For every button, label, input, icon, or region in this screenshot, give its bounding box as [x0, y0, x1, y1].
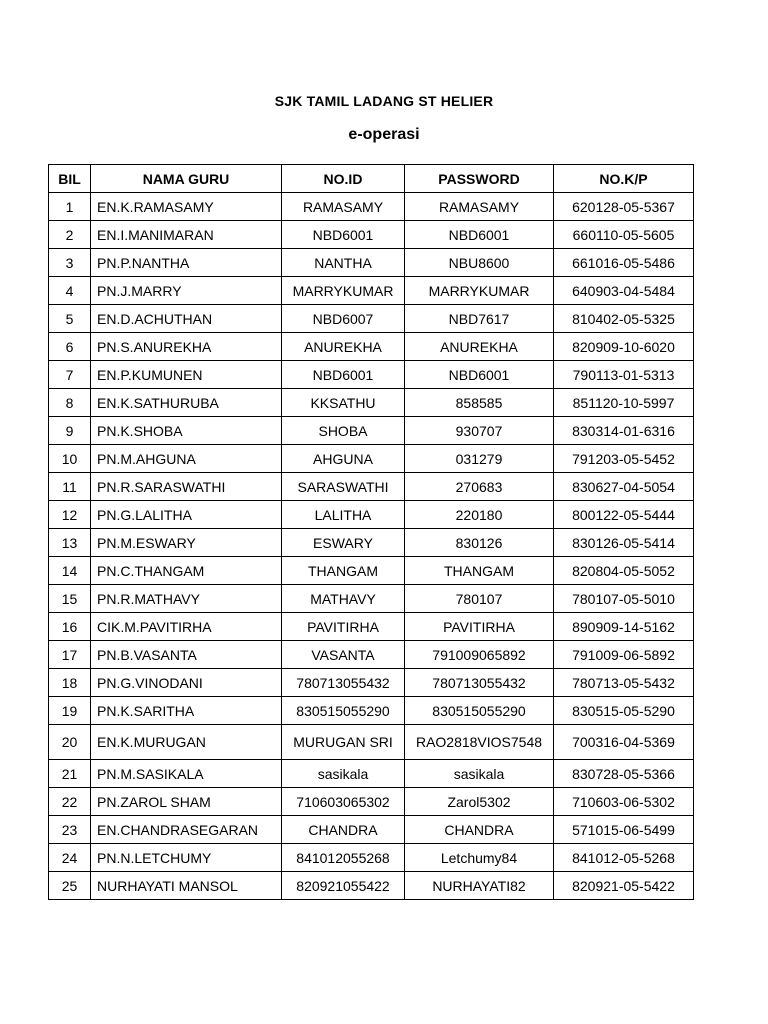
name-cell: PN.ZAROL SHAM	[91, 788, 282, 816]
kp-cell: 620128-05-5367	[554, 193, 694, 221]
bil-cell: 16	[49, 613, 91, 641]
table-body	[49, 193, 694, 900]
name-cell: EN.K.MURUGAN	[91, 725, 282, 760]
password-cell: 031279	[405, 445, 554, 473]
id-cell: THANGAM	[282, 557, 405, 585]
password-cell: PAVITIRHA	[405, 613, 554, 641]
kp-cell: 700316-04-5369	[554, 725, 694, 760]
password-cell: MARRYKUMAR	[405, 277, 554, 305]
name-cell: PN.K.SARITHA	[91, 697, 282, 725]
name-cell: PN.M.ESWARY	[91, 529, 282, 557]
bil-cell: 17	[49, 641, 91, 669]
name-cell: EN.K.SATHURUBA	[91, 389, 282, 417]
password-cell: RAO2818VIOS7548	[405, 725, 554, 760]
id-cell: CHANDRA	[282, 816, 405, 844]
kp-cell: 780713-05-5432	[554, 669, 694, 697]
password-cell: 791009065892	[405, 641, 554, 669]
name-cell: PN.C.THANGAM	[91, 557, 282, 585]
id-cell: 820921055422	[282, 872, 405, 900]
kp-cell: 800122-05-5444	[554, 501, 694, 529]
id-cell: ANUREKHA	[282, 333, 405, 361]
kp-cell: 791203-05-5452	[554, 445, 694, 473]
bil-cell: 10	[49, 445, 91, 473]
table-header-row	[49, 165, 694, 193]
bil-cell: 18	[49, 669, 91, 697]
password-cell: THANGAM	[405, 557, 554, 585]
name-cell: PN.S.ANUREKHA	[91, 333, 282, 361]
name-cell: CIK.M.PAVITIRHA	[91, 613, 282, 641]
kp-cell: 830728-05-5366	[554, 760, 694, 788]
table-row	[49, 193, 694, 221]
name-cell: PN.R.SARASWATHI	[91, 473, 282, 501]
kp-cell: 890909-14-5162	[554, 613, 694, 641]
table-row	[49, 872, 694, 900]
table-row	[49, 305, 694, 333]
document-subtitle: e-operasi	[348, 126, 420, 143]
name-cell: EN.K.RAMASAMY	[91, 193, 282, 221]
id-cell: VASANTA	[282, 641, 405, 669]
name-cell: EN.I.MANIMARAN	[91, 221, 282, 249]
id-cell: MARRYKUMAR	[282, 277, 405, 305]
kp-cell: 710603-06-5302	[554, 788, 694, 816]
password-cell: CHANDRA	[405, 816, 554, 844]
bil-cell: 23	[49, 816, 91, 844]
bil-cell: 3	[49, 249, 91, 277]
staff-credentials-table	[48, 164, 694, 900]
kp-cell: 571015-06-5499	[554, 816, 694, 844]
password-cell: ANUREKHA	[405, 333, 554, 361]
password-cell: sasikala	[405, 760, 554, 788]
school-title: SJK TAMIL LADANG ST HELIER	[274, 93, 494, 109]
password-cell: NBD6001	[405, 221, 554, 249]
table-row	[49, 473, 694, 501]
password-cell: NURHAYATI82	[405, 872, 554, 900]
table-row	[49, 760, 694, 788]
table-row	[49, 844, 694, 872]
table-row	[49, 417, 694, 445]
id-cell: 780713055432	[282, 669, 405, 697]
id-cell: KKSATHU	[282, 389, 405, 417]
password-cell: 780713055432	[405, 669, 554, 697]
name-cell: NURHAYATI MANSOL	[91, 872, 282, 900]
table-row	[49, 725, 694, 760]
table-row	[49, 501, 694, 529]
table-row	[49, 221, 694, 249]
kp-cell: 640903-04-5484	[554, 277, 694, 305]
bil-cell: 22	[49, 788, 91, 816]
bil-cell: 20	[49, 725, 91, 760]
password-cell: 930707	[405, 417, 554, 445]
kp-cell: 660110-05-5605	[554, 221, 694, 249]
kp-cell: 851120-10-5997	[554, 389, 694, 417]
id-cell: 830515055290	[282, 697, 405, 725]
table-row	[49, 613, 694, 641]
kp-cell: 820804-05-5052	[554, 557, 694, 585]
id-cell: SARASWATHI	[282, 473, 405, 501]
bil-cell: 7	[49, 361, 91, 389]
bil-cell: 9	[49, 417, 91, 445]
bil-cell: 13	[49, 529, 91, 557]
name-cell: PN.P.NANTHA	[91, 249, 282, 277]
password-cell: Zarol5302	[405, 788, 554, 816]
kp-cell: 830126-05-5414	[554, 529, 694, 557]
bil-cell: 24	[49, 844, 91, 872]
name-cell: PN.M.SASIKALA	[91, 760, 282, 788]
id-cell: NBD6007	[282, 305, 405, 333]
password-cell: RAMASAMY	[405, 193, 554, 221]
table-row	[49, 557, 694, 585]
name-cell: PN.J.MARRY	[91, 277, 282, 305]
name-cell: EN.P.KUMUNEN	[91, 361, 282, 389]
id-cell: NBD6001	[282, 221, 405, 249]
column-header-no-kp: NO.K/P	[554, 165, 694, 193]
kp-cell: 810402-05-5325	[554, 305, 694, 333]
table-row	[49, 697, 694, 725]
table-row	[49, 529, 694, 557]
id-cell: SHOBA	[282, 417, 405, 445]
name-cell: EN.CHANDRASEGARAN	[91, 816, 282, 844]
bil-cell: 11	[49, 473, 91, 501]
kp-cell: 661016-05-5486	[554, 249, 694, 277]
kp-cell: 820921-05-5422	[554, 872, 694, 900]
id-cell: ESWARY	[282, 529, 405, 557]
name-cell: PN.N.LETCHUMY	[91, 844, 282, 872]
table-row	[49, 445, 694, 473]
table-row	[49, 641, 694, 669]
password-cell: Letchumy84	[405, 844, 554, 872]
table-row	[49, 788, 694, 816]
column-header-password: PASSWORD	[405, 165, 554, 193]
column-header-no-id: NO.ID	[282, 165, 405, 193]
kp-cell: 841012-05-5268	[554, 844, 694, 872]
bil-cell: 19	[49, 697, 91, 725]
password-cell: 780107	[405, 585, 554, 613]
bil-cell: 2	[49, 221, 91, 249]
kp-cell: 820909-10-6020	[554, 333, 694, 361]
bil-cell: 12	[49, 501, 91, 529]
name-cell: PN.R.MATHAVY	[91, 585, 282, 613]
table-row	[49, 249, 694, 277]
id-cell: AHGUNA	[282, 445, 405, 473]
id-cell: sasikala	[282, 760, 405, 788]
name-cell: EN.D.ACHUTHAN	[91, 305, 282, 333]
bil-cell: 1	[49, 193, 91, 221]
password-cell: 858585	[405, 389, 554, 417]
table-row	[49, 389, 694, 417]
table-row	[49, 585, 694, 613]
password-cell: 830126	[405, 529, 554, 557]
bil-cell: 5	[49, 305, 91, 333]
kp-cell: 830627-04-5054	[554, 473, 694, 501]
table-row	[49, 333, 694, 361]
id-cell: 841012055268	[282, 844, 405, 872]
table-row	[49, 361, 694, 389]
kp-cell: 791009-06-5892	[554, 641, 694, 669]
bil-cell: 4	[49, 277, 91, 305]
password-cell: NBD7617	[405, 305, 554, 333]
name-cell: PN.K.SHOBA	[91, 417, 282, 445]
id-cell: MATHAVY	[282, 585, 405, 613]
bil-cell: 8	[49, 389, 91, 417]
bil-cell: 14	[49, 557, 91, 585]
name-cell: PN.G.LALITHA	[91, 501, 282, 529]
password-cell: NBD6001	[405, 361, 554, 389]
table-row	[49, 669, 694, 697]
bil-cell: 15	[49, 585, 91, 613]
column-header-nama-guru: NAMA GURU	[91, 165, 282, 193]
kp-cell: 830515-05-5290	[554, 697, 694, 725]
kp-cell: 790113-01-5313	[554, 361, 694, 389]
name-cell: PN.G.VINODANI	[91, 669, 282, 697]
name-cell: PN.M.AHGUNA	[91, 445, 282, 473]
name-cell: PN.B.VASANTA	[91, 641, 282, 669]
id-cell: RAMASAMY	[282, 193, 405, 221]
id-cell: LALITHA	[282, 501, 405, 529]
id-cell: NANTHA	[282, 249, 405, 277]
id-cell: PAVITIRHA	[282, 613, 405, 641]
bil-cell: 25	[49, 872, 91, 900]
column-header-bil: BIL	[49, 165, 91, 193]
kp-cell: 780107-05-5010	[554, 585, 694, 613]
table-row	[49, 277, 694, 305]
password-cell: 830515055290	[405, 697, 554, 725]
id-cell: 710603065302	[282, 788, 405, 816]
bil-cell: 21	[49, 760, 91, 788]
id-cell: MURUGAN SRI	[282, 725, 405, 760]
id-cell: NBD6001	[282, 361, 405, 389]
password-cell: NBU8600	[405, 249, 554, 277]
kp-cell: 830314-01-6316	[554, 417, 694, 445]
table-row	[49, 816, 694, 844]
password-cell: 220180	[405, 501, 554, 529]
bil-cell: 6	[49, 333, 91, 361]
password-cell: 270683	[405, 473, 554, 501]
